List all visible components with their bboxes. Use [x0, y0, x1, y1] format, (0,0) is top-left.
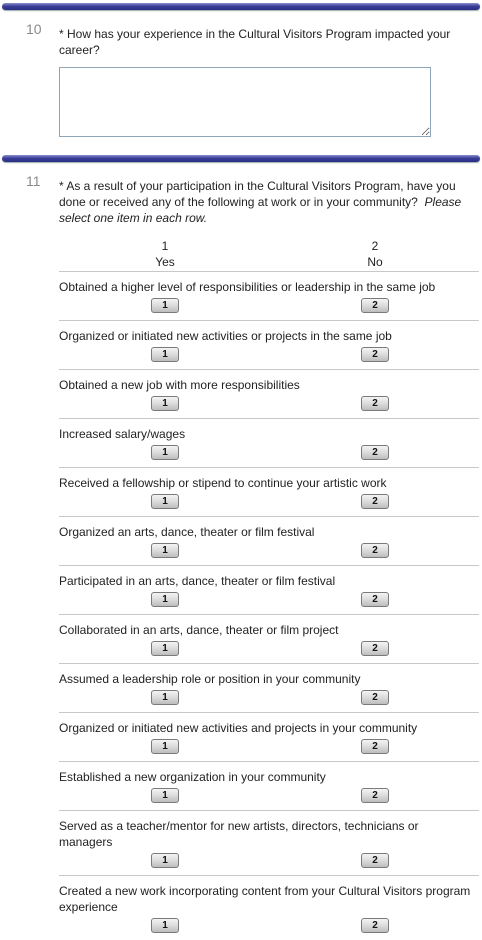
row-label: Served as a teacher/mentor for new artists, directors, technicians or managers — [59, 819, 419, 849]
column-header-no — [355, 238, 395, 270]
option-no-button[interactable]: 2 — [361, 788, 389, 803]
table-row — [59, 320, 479, 369]
option-no-button[interactable]: 2 — [361, 641, 389, 656]
table-row — [59, 875, 479, 940]
option-yes-button[interactable]: 1 — [151, 690, 179, 705]
table-row — [59, 663, 479, 712]
table-row — [59, 467, 479, 516]
option-no-button[interactable]: 2 — [361, 494, 389, 509]
option-no-button[interactable]: 2 — [361, 347, 389, 362]
question-number: 11 — [26, 173, 41, 189]
table-row — [59, 761, 479, 810]
question-text: * How has your experience in the Cultural Visitors Program impacted your career? — [59, 27, 451, 57]
table-row — [59, 369, 479, 418]
row-label: Obtained a higher level of responsibilities or leadership in the same job — [59, 280, 436, 294]
row-label: Received a fellowship or stipend to continue your artistic work — [59, 476, 387, 490]
table-row — [59, 418, 479, 467]
question-number: 10 — [26, 21, 42, 37]
row-label: Increased salary/wages — [59, 427, 186, 441]
option-no-button[interactable]: 2 — [361, 298, 389, 313]
option-no-button[interactable]: 2 — [361, 690, 389, 705]
column-label: No — [367, 255, 383, 269]
option-yes-button[interactable]: 1 — [151, 445, 179, 460]
column-number: 1 — [161, 239, 169, 253]
option-no-button[interactable]: 2 — [361, 543, 389, 558]
table-row — [59, 810, 479, 875]
row-label: Participated in an arts, dance, theater or film festival — [59, 574, 336, 588]
option-yes-button[interactable]: 1 — [151, 641, 179, 656]
option-yes-button[interactable]: 1 — [151, 347, 179, 362]
row-label: Organized or initiated new activities or projects in the same job — [59, 329, 392, 343]
option-yes-button[interactable]: 1 — [151, 543, 179, 558]
row-label: Created a new work incorporating content from your Cultural Visitors program experience — [59, 884, 471, 914]
column-number: 2 — [371, 239, 379, 253]
table-row — [59, 565, 479, 614]
question-hint: Please select one item in each row. — [59, 195, 462, 225]
row-label: Collaborated in an arts, dance, theater or film project — [59, 623, 339, 637]
option-yes-button[interactable]: 1 — [151, 592, 179, 607]
column-header-yes — [145, 238, 185, 270]
row-label: Organized or initiated new activities and projects in your community — [59, 721, 418, 735]
table-row — [59, 712, 479, 761]
option-yes-button[interactable]: 1 — [151, 739, 179, 754]
table-row — [59, 271, 479, 320]
option-no-button[interactable]: 2 — [361, 918, 389, 933]
table-row — [59, 614, 479, 663]
section-divider — [2, 155, 480, 162]
option-yes-button[interactable]: 1 — [151, 853, 179, 868]
row-label: Assumed a leadership role or position in your community — [59, 672, 361, 686]
column-label: Yes — [155, 255, 175, 269]
option-yes-button[interactable]: 1 — [151, 788, 179, 803]
option-no-button[interactable]: 2 — [361, 853, 389, 868]
question-text — [59, 178, 469, 226]
option-yes-button[interactable]: 1 — [151, 494, 179, 509]
top-divider — [2, 3, 480, 10]
row-label: Obtained a new job with more responsibilities — [59, 378, 300, 392]
option-no-button[interactable]: 2 — [361, 592, 389, 607]
row-label: Organized an arts, dance, theater or film festival — [59, 525, 315, 539]
option-yes-button[interactable]: 1 — [151, 298, 179, 313]
question-prompt: * As a result of your participation in the Cultural Visitors Program, have you done or received any of the following at work or in your community? — [59, 179, 456, 209]
option-no-button[interactable]: 2 — [361, 739, 389, 754]
row-label: Established a new organization in your community — [59, 770, 326, 784]
option-yes-button[interactable]: 1 — [151, 918, 179, 933]
table-row — [59, 516, 479, 565]
option-no-button[interactable]: 2 — [361, 396, 389, 411]
career-impact-textarea[interactable] — [59, 67, 431, 137]
option-no-button[interactable]: 2 — [361, 445, 389, 460]
option-yes-button[interactable]: 1 — [151, 396, 179, 411]
response-matrix — [59, 271, 479, 940]
